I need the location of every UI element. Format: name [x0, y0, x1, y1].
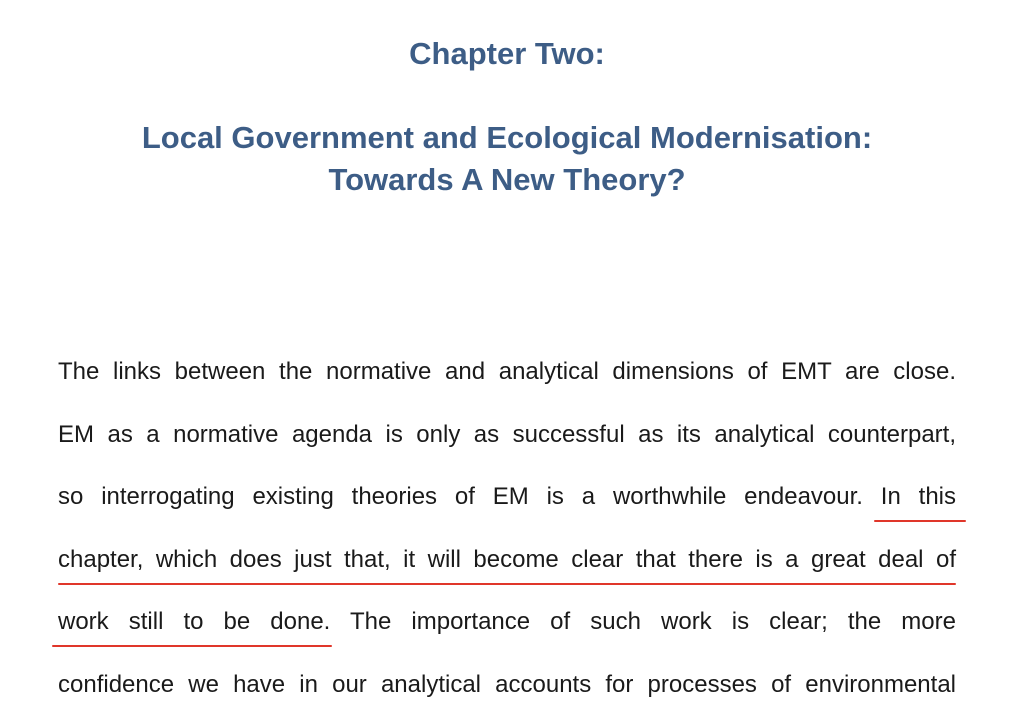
paragraph-line-5: work still to be done. The importance of such work is clear; the more	[58, 602, 956, 665]
body-paragraph	[58, 352, 956, 727]
paragraph-line-4: chapter, which does just that, it will become clear that there is a great deal of	[58, 540, 956, 603]
paragraph-line-2: EM as a normative agenda is only as successful as its analytical counterpart,	[58, 415, 956, 478]
paragraph-line-3: so interrogating existing theories of EM is a worthwhile endeavour. In this	[58, 477, 956, 540]
annotation-underline-2	[58, 583, 956, 585]
chapter-label: Chapter Two:	[0, 34, 1014, 74]
annotation-underline-3	[52, 645, 332, 647]
annotation-underline-1	[874, 520, 966, 522]
chapter-title-line-2: Towards A New Theory?	[0, 159, 1014, 201]
chapter-title-line-1: Local Government and Ecological Modernisation:	[0, 117, 1014, 159]
paragraph-line-1: The links between the normative and analytical dimensions of EMT are close.	[58, 352, 956, 415]
paragraph-line-6: confidence we have in our analytical accounts for processes of environmental	[58, 665, 956, 727]
chapter-title	[0, 117, 1014, 201]
